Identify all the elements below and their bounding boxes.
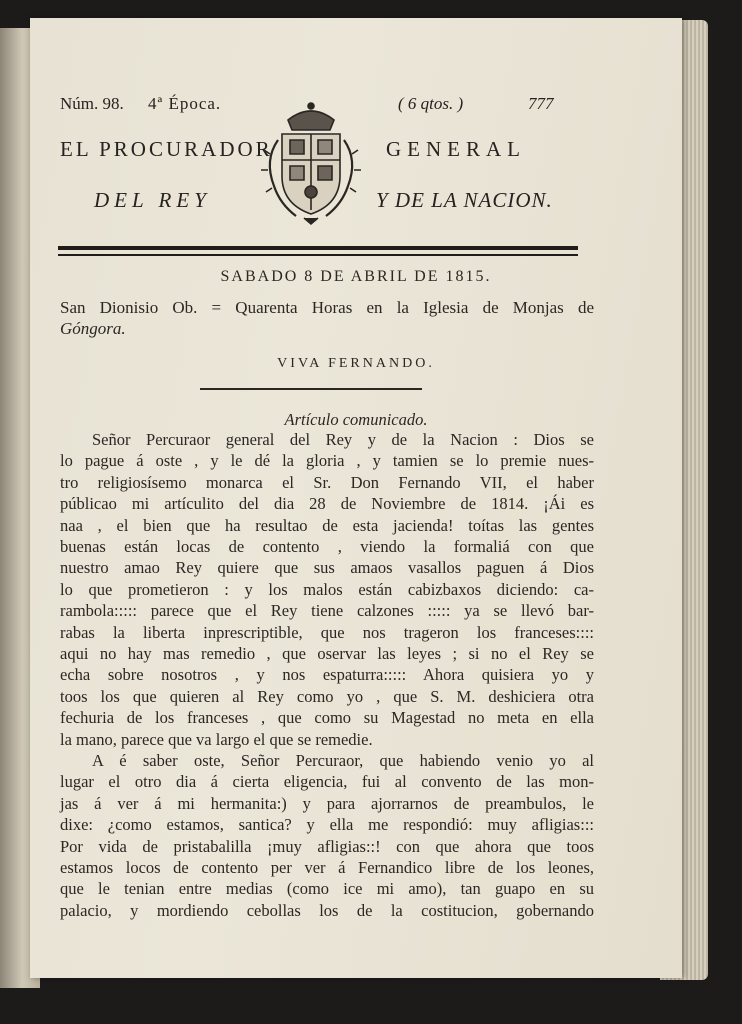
article-line: rambola::::: parece que el Rey tiene calzones ::::: ya se llevó bar-	[60, 601, 594, 621]
article-line: buenas están locas de contento , viendo la formaliá con que	[60, 537, 594, 556]
viva-fernando: VIVA FERNANDO.	[277, 356, 435, 371]
article-line: toos los que quieren al Rey como yo , que S. M. deshiciera otra	[60, 686, 594, 706]
article-line: lo que prometieron : y los malos están cabizbaxos diciendo: ca-	[60, 579, 594, 599]
page-number: 777	[528, 94, 554, 113]
masthead-subtitle-right: Y DE LA NACION.	[376, 188, 553, 212]
newspaper-page	[30, 18, 682, 978]
header-rule-thick	[58, 246, 578, 250]
article-line: Señor Percuraor general del Rey y de la Nacion : Dios se	[92, 430, 594, 449]
article-line: A é saber oste, Señor Percuraor, que habiendo venio yo al	[92, 751, 594, 770]
price-label: ( 6 qtos. )	[398, 94, 464, 113]
article-line: naa , el bien que ha resultao de esta jacienda! toítas las gentes	[60, 515, 594, 535]
article-line: lugar el otro dia á cierta eligencia, fui al convento de las mon-	[60, 772, 594, 792]
article-line: Por vida de pristabalilla ¡muy afligias::! con que ahora que toos	[60, 836, 594, 856]
date-line: SABADO 8 DE ABRIL DE 1815.	[220, 268, 492, 285]
header-rule-thin	[58, 254, 578, 256]
article-line: la mano, parece que va largo el que se remedie.	[60, 729, 373, 749]
article-line: tro religiosísemo monarca el Sr. Don Fernando VII, el haber	[60, 472, 594, 492]
article-line: echa sobre nosotros , y nos espaturra::::: Ahora quisiera yo y	[60, 665, 594, 685]
masthead-title-left: EL PROCURADOR	[60, 137, 273, 161]
article-line: jas á ver á mi hermanita:) y para ajorrarnos de preambulos, le	[60, 793, 594, 813]
royal-coat-of-arms-icon	[260, 100, 362, 226]
masthead-subtitle-left: DEL REY	[94, 188, 211, 212]
article-heading: Artículo comunicado.	[284, 410, 428, 429]
article-line: nuestro amao Rey quiere que sus amaos vasallos paguen á Dios	[60, 558, 594, 578]
article-line: públicao mi artículito del dia 28 de Noviembre de 1814. ¡Ái es	[60, 494, 594, 514]
article-line: palacio, y mordiendo cebollas los de la costitucion, gobernando	[60, 900, 594, 920]
saint-line-1: San Dionisio Ob. = Quarenta Horas en la Iglesia de Monjas de	[60, 298, 594, 317]
article-line: fechuria de los franceses , que como su Magestad no meta en ella	[60, 708, 594, 728]
section-rule	[200, 388, 422, 390]
article-line: lo pague á oste , y le dé la gloria , y tamien se lo premie nues-	[60, 451, 594, 471]
article-line: dixe: ¿como estamos, santica? y ella me respondió: muy afligias:::	[60, 815, 594, 835]
masthead-title-right: GENERAL	[386, 137, 526, 161]
article-line: aqui no hay mas remedio , que oservar las leyes ; si no el Rey se	[60, 644, 594, 663]
article-line: que le tenian entre medias (como ice mi amo), tan guapo en su	[60, 879, 594, 899]
saint-line-2: Góngora.	[60, 319, 126, 338]
issue-number: Núm. 98.	[60, 94, 124, 113]
article-line: rabas la liberta inprescriptible, que nos trageron los franceses::::	[60, 622, 594, 642]
article-line: estamos locos de contento per ver á Fernandico libre de los leones,	[60, 858, 594, 877]
epoca-label: 4ª Época.	[148, 94, 222, 113]
